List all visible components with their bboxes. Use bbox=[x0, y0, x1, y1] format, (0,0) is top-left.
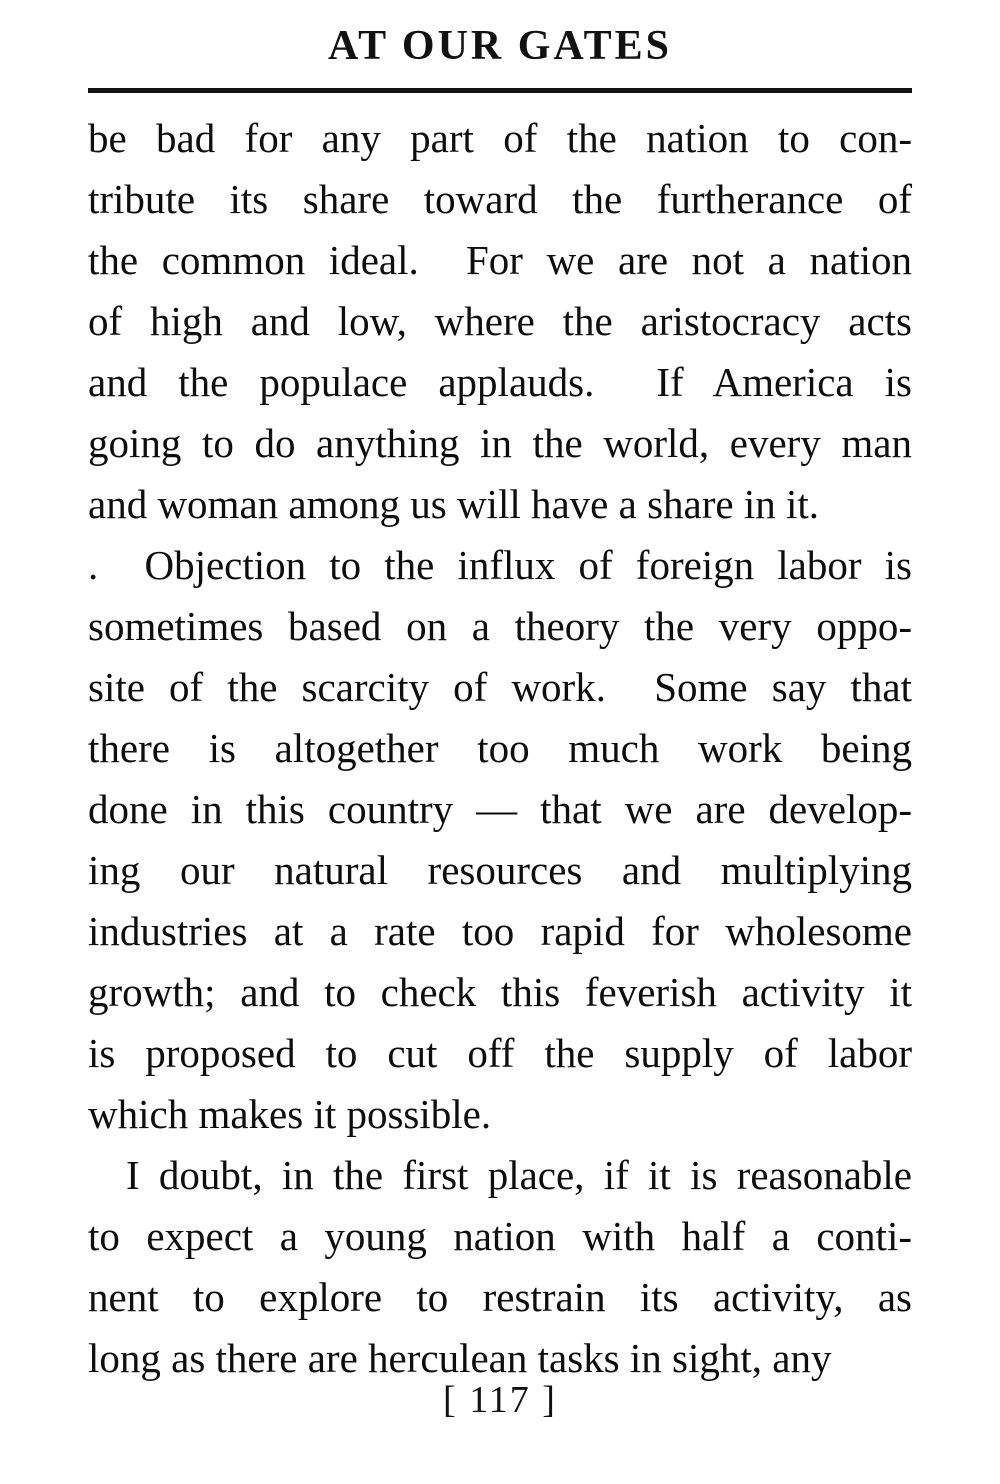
text-line: I doubt, in the first place, if it is reasonable bbox=[126, 1152, 912, 1198]
paragraph bbox=[88, 108, 912, 535]
text-line: growth; and to check this feverish activity it bbox=[88, 969, 912, 1015]
text-line: and woman among us will have a share in it. bbox=[88, 481, 819, 527]
page-body bbox=[88, 108, 912, 1389]
text-line: . Objection to the influx of foreign labor is bbox=[88, 542, 912, 588]
page-number: [ 117 ] bbox=[443, 1379, 557, 1421]
text-line: long as there are herculean tasks in sight, any bbox=[88, 1335, 832, 1381]
text-line: tribute its share toward the furtherance of bbox=[88, 176, 912, 222]
text-line: there is altogether too much work being bbox=[88, 725, 912, 771]
header-rule bbox=[88, 88, 912, 93]
running-head: AT OUR GATES bbox=[327, 23, 673, 69]
paragraph bbox=[88, 535, 912, 1145]
text-line: sometimes based on a theory the very oppo- bbox=[88, 603, 912, 649]
text-line: which makes it possible. bbox=[88, 1091, 492, 1137]
text-line: the common ideal. For we are not a nation bbox=[88, 237, 912, 283]
text-line: and the populace applauds. If America is bbox=[88, 359, 912, 405]
text-line: going to do anything in the world, every man bbox=[88, 420, 912, 466]
paragraph bbox=[88, 1145, 912, 1389]
text-line: industries at a rate too rapid for wholesome bbox=[88, 908, 912, 954]
text-line: site of the scarcity of work. Some say that bbox=[88, 664, 912, 710]
text-line: done in this country — that we are develop- bbox=[88, 786, 912, 832]
text-line: is proposed to cut off the supply of labor bbox=[88, 1030, 912, 1076]
text-line: ing our natural resources and multiplying bbox=[88, 847, 912, 893]
text-line: nent to explore to restrain its activity, as bbox=[88, 1274, 912, 1320]
text-line: to expect a young nation with half a conti- bbox=[88, 1213, 912, 1259]
text-line: of high and low, where the aristocracy acts bbox=[88, 298, 912, 344]
text-line: be bad for any part of the nation to con- bbox=[88, 115, 912, 161]
